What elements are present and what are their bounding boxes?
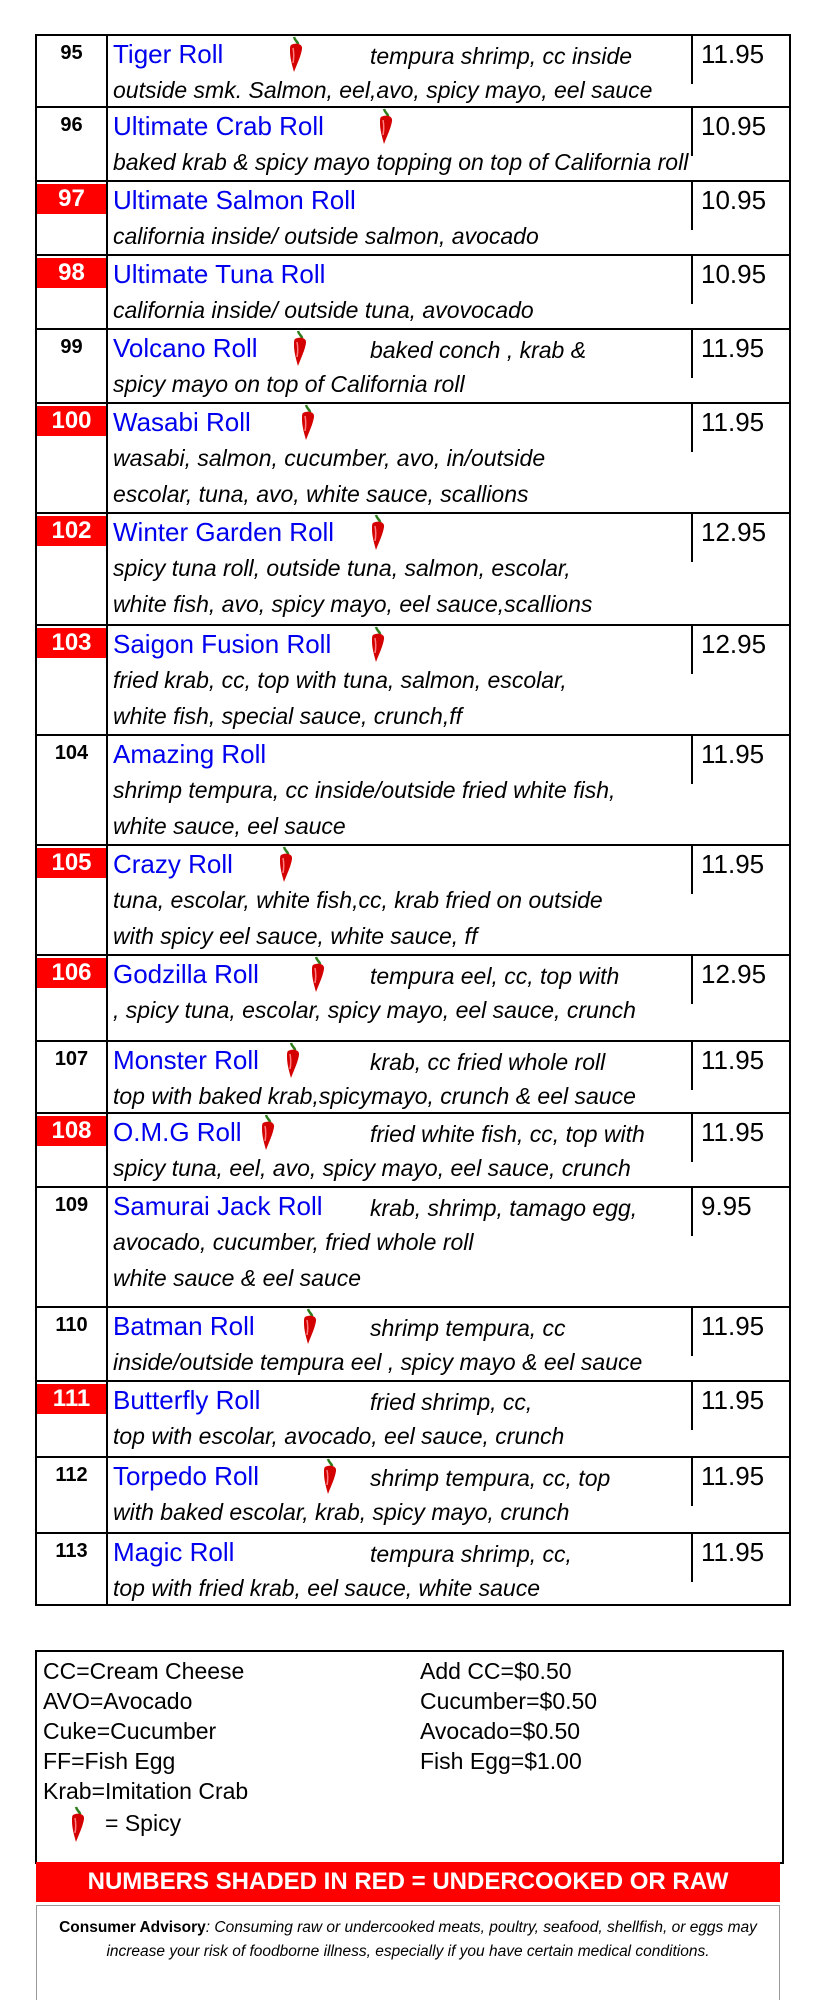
chili-pepper-icon [297,402,319,442]
column-divider [691,108,693,156]
column-divider [691,256,693,304]
item-description: spicy mayo on top of California roll [113,371,465,397]
item-name: Amazing Roll [113,739,267,769]
advisory-text: : Consuming raw or undercooked meats, poultry, seafood, shellfish, or eggs may increase your risk of foodborne illness, especially if you have certain medical conditions. [106,1919,757,1960]
item-description: inside/outside tempura eel , spicy mayo & eel sauce [113,1349,643,1375]
item-name: Batman Roll [113,1311,255,1341]
item-name: Magic Roll [113,1537,235,1567]
item-description: fried krab, cc, top with tuna, salmon, escolar, [113,667,567,693]
item-price: 9.95 [701,1191,752,1221]
item-price: 12.95 [701,959,767,989]
item-description: with spicy eel sauce, white sauce, ff [113,923,478,949]
menu-table [35,34,791,1606]
item-description-inline: tempura shrimp, cc inside [370,43,633,69]
legend-abbr-avo: AVO=Avocado [43,1688,193,1714]
legend-abbr-ff: FF=Fish Egg [43,1748,176,1774]
menu-item-row [37,956,789,1042]
item-name: Saigon Fusion Roll [113,629,332,659]
item-price: 11.95 [701,1385,765,1415]
column-divider [106,514,108,624]
menu-item-row [37,182,789,256]
item-description: top with fried krab, eel sauce, white sauce [113,1575,541,1601]
item-description: escolar, tuna, avo, white sauce, scallions [113,481,529,507]
item-description-inline: fried shrimp, cc, [370,1389,533,1415]
legend-abbr-cc: CC=Cream Cheese [43,1658,245,1684]
item-description: , spicy tuna, escolar, spicy mayo, eel sauce, crunch [113,997,636,1023]
column-divider [691,1308,693,1356]
chili-pepper-icon [67,1804,89,1844]
item-description-inline: shrimp tempura, cc [370,1315,566,1341]
item-name: Torpedo Roll [113,1461,259,1491]
menu-item-row [37,736,789,846]
item-description: california inside/ outside tuna, avovocado [113,297,534,323]
item-description-inline: shrimp tempura, cc, top [370,1465,611,1491]
menu-item-row [37,1308,789,1382]
item-price: 11.95 [701,1045,765,1075]
column-divider [691,1534,693,1582]
legend-abbr-krab: Krab=Imitation Crab [43,1778,249,1804]
chili-pepper-icon [282,1040,304,1080]
column-divider [106,330,108,402]
item-number: 106 [37,958,106,988]
chili-pepper-icon [257,1112,279,1152]
column-divider [691,1458,693,1506]
menu-item-row [37,846,789,956]
menu-item-row [37,256,789,330]
item-description: california inside/ outside salmon, avocado [113,223,539,249]
item-price: 10.95 [701,111,767,141]
item-name: Ultimate Crab Roll [113,111,324,141]
item-price: 12.95 [701,629,767,659]
menu-item-row [37,330,789,404]
menu-item-row [37,108,789,182]
item-number: 112 [55,1463,88,1486]
addon-fish-egg: Fish Egg=$1.00 [420,1748,582,1774]
item-description-inline: tempura shrimp, cc, [370,1541,572,1567]
item-description-inline: krab, cc fried whole roll [370,1049,606,1075]
item-description: top with baked krab,spicymayo, crunch & eel sauce [113,1083,636,1109]
column-divider [691,36,693,84]
column-divider [106,626,108,734]
item-description-inline: fried white fish, cc, top with [370,1121,645,1147]
column-divider [691,1042,693,1090]
item-name: Samurai Jack Roll [113,1191,323,1221]
column-divider [691,1188,693,1236]
item-number: 96 [60,113,83,136]
chili-pepper-icon [299,1306,321,1346]
raw-warning-banner: NUMBERS SHADED IN RED = UNDERCOOKED OR RAW [36,1862,780,1902]
column-divider [106,1534,108,1604]
item-number: 98 [37,258,106,288]
item-price: 11.95 [701,39,765,69]
column-divider [691,956,693,1004]
column-divider [106,1042,108,1112]
addon-cucumber: Cucumber=$0.50 [420,1688,598,1714]
column-divider [106,256,108,328]
item-price: 11.95 [701,849,765,879]
addon-avocado: Avocado=$0.50 [420,1718,581,1744]
column-divider [106,36,108,106]
chili-pepper-icon [285,34,307,74]
column-divider [106,1308,108,1380]
item-name: Crazy Roll [113,849,233,879]
item-name: Ultimate Tuna Roll [113,259,326,289]
item-description: tuna, escolar, white fish,cc, krab fried on outside [113,887,603,913]
column-divider [691,626,693,674]
item-name: Tiger Roll [113,39,224,69]
legend-abbr-cuke: Cuke=Cucumber [43,1718,217,1744]
column-divider [106,404,108,512]
column-divider [106,846,108,954]
chili-pepper-icon [275,844,297,884]
item-number: 97 [37,184,106,214]
item-price: 11.95 [701,1311,765,1341]
chili-pepper-icon [307,954,329,994]
column-divider [106,956,108,1040]
item-description: baked krab & spicy mayo topping on top of California roll [113,149,689,175]
consumer-advisory [36,1905,780,2000]
item-number: 108 [37,1116,106,1146]
column-divider [106,108,108,180]
item-price: 11.95 [701,1461,765,1491]
column-divider [106,182,108,254]
item-number: 111 [37,1384,106,1414]
item-price: 11.95 [701,1117,765,1147]
item-description: white fish, special sauce, crunch,ff [113,703,462,729]
column-divider [691,1382,693,1430]
column-divider [106,1114,108,1186]
item-description: with baked escolar, krab, spicy mayo, crunch [113,1499,570,1525]
column-divider [691,1114,693,1162]
item-number: 102 [37,516,106,546]
item-number: 100 [37,406,106,436]
advisory-title: Consumer Advisory [59,1919,206,1936]
legend-spicy-label: = Spicy [105,1810,182,1836]
column-divider [691,404,693,452]
chili-pepper-icon [289,328,311,368]
item-name: Volcano Roll [113,333,258,363]
item-description-inline: krab, shrimp, tamago egg, [370,1195,638,1221]
menu-item-row [37,1114,789,1188]
item-name: Winter Garden Roll [113,517,335,547]
item-description: white fish, avo, spicy mayo, eel sauce,scallions [113,591,593,617]
item-number: 103 [37,628,106,658]
item-price: 11.95 [701,1537,765,1567]
menu-item-row [37,1042,789,1114]
column-divider [106,1458,108,1532]
column-divider [106,1382,108,1456]
item-description: white sauce & eel sauce [113,1265,362,1291]
column-divider [106,1188,108,1306]
chili-pepper-icon [319,1456,341,1496]
legend-box [35,1650,784,1864]
item-price: 10.95 [701,259,767,289]
column-divider [691,182,693,230]
item-number: 107 [54,1047,89,1070]
item-number: 110 [55,1313,88,1336]
chili-pepper-icon [367,624,389,664]
item-description: white sauce, eel sauce [113,813,346,839]
column-divider [691,514,693,562]
item-name: O.M.G Roll [113,1117,242,1147]
item-description: outside smk. Salmon, eel,avo, spicy mayo, eel sauce [113,77,653,103]
item-description: top with escolar, avocado, eel sauce, crunch [113,1423,565,1449]
chili-pepper-icon [367,512,389,552]
item-description-inline: baked conch , krab & [370,337,587,363]
item-name: Ultimate Salmon Roll [113,185,356,215]
item-description: wasabi, salmon, cucumber, avo, in/outside [113,445,546,471]
menu-item-row [37,1534,789,1606]
item-number: 99 [60,335,83,358]
column-divider [106,736,108,844]
item-name: Butterfly Roll [113,1385,261,1415]
item-name: Monster Roll [113,1045,259,1075]
menu-item-row [37,1382,789,1458]
menu-item-row [37,404,789,514]
chili-pepper-icon [375,106,397,146]
item-price: 11.95 [701,333,765,363]
item-number: 95 [60,41,83,64]
menu-item-row [37,1458,789,1534]
item-price: 12.95 [701,517,767,547]
column-divider [691,330,693,378]
item-number: 109 [54,1193,89,1216]
item-description: shrimp tempura, cc inside/outside fried white fish, [113,777,616,803]
item-number: 113 [55,1539,88,1562]
menu-item-row [37,36,789,108]
menu-item-row [37,514,789,626]
item-name: Godzilla Roll [113,959,259,989]
item-description: spicy tuna, eel, avo, spicy mayo, eel sauce, crunch [113,1155,631,1181]
item-description-inline: tempura eel, cc, top with [370,963,620,989]
addon-cc: Add CC=$0.50 [420,1658,572,1684]
item-description: spicy tuna roll, outside tuna, salmon, escolar, [113,555,571,581]
column-divider [691,846,693,894]
item-price: 10.95 [701,185,767,215]
item-price: 11.95 [701,407,765,437]
column-divider [691,736,693,784]
item-number: 104 [54,741,89,764]
menu-item-row [37,1188,789,1308]
item-name: Wasabi Roll [113,407,251,437]
menu-item-row [37,626,789,736]
item-number: 105 [37,848,106,878]
item-description: avocado, cucumber, fried whole roll [113,1229,474,1255]
item-price: 11.95 [701,739,765,769]
